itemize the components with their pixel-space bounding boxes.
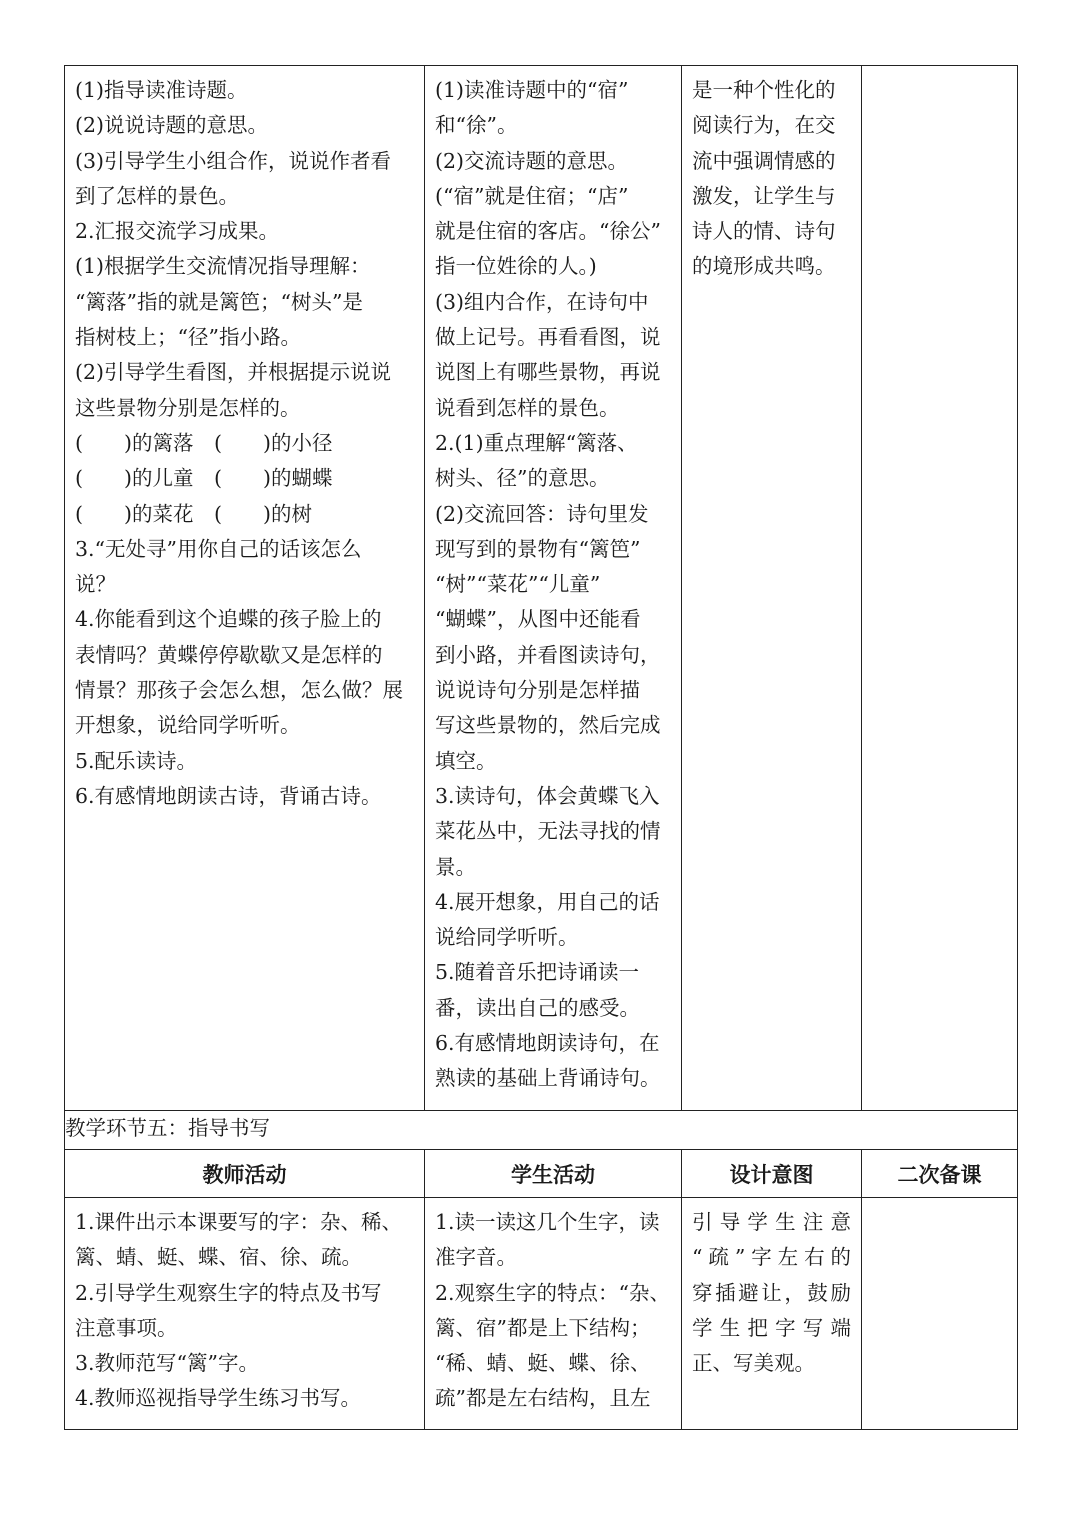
text-line: 4.展开想象，用自己的话 [435,889,660,914]
text-line: 到了怎样的景色。 [75,183,239,208]
text-line: 穿插避让，鼓励 [692,1280,851,1305]
writing-student-text [425,1198,681,1417]
writing-teacher-text [65,1198,424,1417]
text-line: 现写到的景物有“篱笆” [435,536,641,561]
writing-design-cell [682,1198,862,1430]
text-line: “篱落”指的就是篱笆；“树头”是 [75,289,363,314]
text-line: 疏”都是左右结构，且左 [435,1386,651,1411]
header-second-prep: 二次备课 [862,1150,1018,1198]
lesson-plan-table [64,65,1018,1430]
text-line: 1.读一读这几个生字，读 [435,1210,660,1234]
text-line: 6.有感情地朗读诗句，在 [435,1031,660,1056]
text-line: 准字音。 [435,1245,517,1270]
text-line: “稀、蜻、蜓、蝶、徐、 [435,1351,651,1376]
text-line: 2.观察生字的特点：“杂、 [435,1280,671,1305]
text-line: ( )的儿童 ( )的蝴蝶 [75,466,333,491]
text-line: “蝴蝶”，从图中还能看 [435,607,641,632]
text-line: 熟读的基础上背诵诗句。 [435,1066,661,1091]
writing-second-prep-cell [862,1198,1018,1430]
text-line: 正、写美观。 [692,1351,815,1376]
second-prep-cell [862,66,1018,1111]
text-line: 4.教师巡视指导学生练习书写。 [75,1386,362,1411]
text-line: 2.汇报交流学习成果。 [75,219,280,244]
text-line: 这些景物分别是怎样的。 [75,395,301,420]
design-intent-text [682,66,861,285]
text-line: 注意事项。 [75,1315,178,1340]
text-line: (1)根据学生交流情况指导理解： [75,254,371,279]
text-line: 1.课件出示本课要写的字：杂、稀、 [75,1210,403,1234]
text-line: 指树枝上；“径”指小路。 [75,325,301,350]
writing-student-cell [425,1198,682,1430]
text-line: 3.读诗句，体会黄蝶飞入 [435,783,660,808]
student-activity-text [425,66,681,1097]
text-line: (3)组内合作，在诗句中 [435,289,649,314]
text-line: 的境形成共鸣。 [692,254,836,279]
text-line: 说图上有哪些景物，再说 [435,360,661,385]
teacher-activity-text [65,66,424,814]
text-line: 写这些景物的，然后完成 [435,713,661,738]
text-line: 5.随着音乐把诗诵读一 [435,960,640,985]
text-line: (1)指导读准诗题。 [75,78,248,102]
text-line: 说给同学听听。 [435,925,579,950]
text-line: 说？ [75,572,116,597]
text-line: 学生把字写端 [692,1315,851,1340]
text-line: 3.教师范写“篱”字。 [75,1351,260,1376]
section-five-row [65,1111,1018,1150]
text-line: 激发，让学生与 [692,183,836,208]
text-line: (“宿”就是住宿；“店” [435,183,629,208]
section-five-title: 教学环节五：指导书写 [65,1111,1018,1150]
text-line: 2.(1)重点理解“篱落、 [435,430,638,455]
text-line: “疏”字左右的 [692,1245,851,1270]
design-intent-cell [682,66,862,1111]
text-line: 5.配乐读诗。 [75,748,198,773]
header-student-activity: 学生活动 [425,1150,682,1198]
student-activity-cell [425,66,682,1111]
text-line: 2.引导学生观察生字的特点及书写 [75,1280,382,1305]
text-line: 树头、径”的意思。 [435,466,610,491]
text-line: 3.“无处寻”用你自己的话该怎么 [75,536,362,561]
text-line: ( )的篱落 ( )的小径 [75,430,333,455]
text-line: 篱、宿”都是上下结构； [435,1315,651,1340]
text-line: 说看到怎样的景色。 [435,395,620,420]
text-line: 就是住宿的客店。“徐公” [435,219,661,244]
writing-row [65,1198,1018,1430]
text-line: (1)读准诗题中的“宿” [435,78,629,102]
text-line: (2)交流回答：诗句里发 [435,501,649,526]
header-teacher-activity: 教师活动 [65,1150,425,1198]
text-line: (3)引导学生小组合作，说说作者看 [75,148,392,173]
text-line: 做上记号。再看看图，说 [435,325,661,350]
text-line: 4.你能看到这个追蝶的孩子脸上的 [75,607,382,632]
text-line: 情景？那孩子会怎么想，怎么做？展 [75,678,403,703]
text-line: 阅读行为，在交 [692,113,836,138]
text-line: (2)交流诗题的意思。 [435,148,629,173]
text-line: 诗人的情、诗句 [692,219,836,244]
teacher-activity-cell [65,66,425,1111]
text-line: 开想象，说给同学听听。 [75,713,301,738]
column-header-row [65,1150,1018,1198]
text-line: 说说诗句分别是怎样描 [435,678,640,703]
text-line: (2)引导学生看图，并根据提示说说 [75,360,392,385]
text-line: 指一位姓徐的人。) [435,254,597,279]
text-line: (2)说说诗题的意思。 [75,113,269,138]
text-line: 菜花丛中，无法寻找的情 [435,819,661,844]
text-line: 表情吗？黄蝶停停歇歇又是怎样的 [75,642,383,667]
activities-row [65,66,1018,1111]
text-line: 篱、蜻、蜓、蝶、宿、徐、疏。 [75,1245,362,1270]
text-line: 和“徐”。 [435,113,518,138]
header-design-intent: 设计意图 [682,1150,862,1198]
text-line: 填空。 [435,748,497,773]
text-line: 流中强调情感的 [692,148,836,173]
text-line: 景。 [435,854,476,879]
text-line: ( )的菜花 ( )的树 [75,501,312,526]
writing-teacher-cell [65,1198,425,1430]
text-line: 引导学生注意 [692,1210,851,1234]
text-line: 6.有感情地朗读古诗，背诵古诗。 [75,783,382,808]
text-line: 番，读出自己的感受。 [435,995,640,1020]
text-line: 是一种个性化的 [692,78,836,102]
text-line: 到小路，并看图读诗句， [435,642,661,667]
writing-design-text [682,1198,861,1381]
text-line: “树”“菜花”“儿童” [435,572,601,597]
